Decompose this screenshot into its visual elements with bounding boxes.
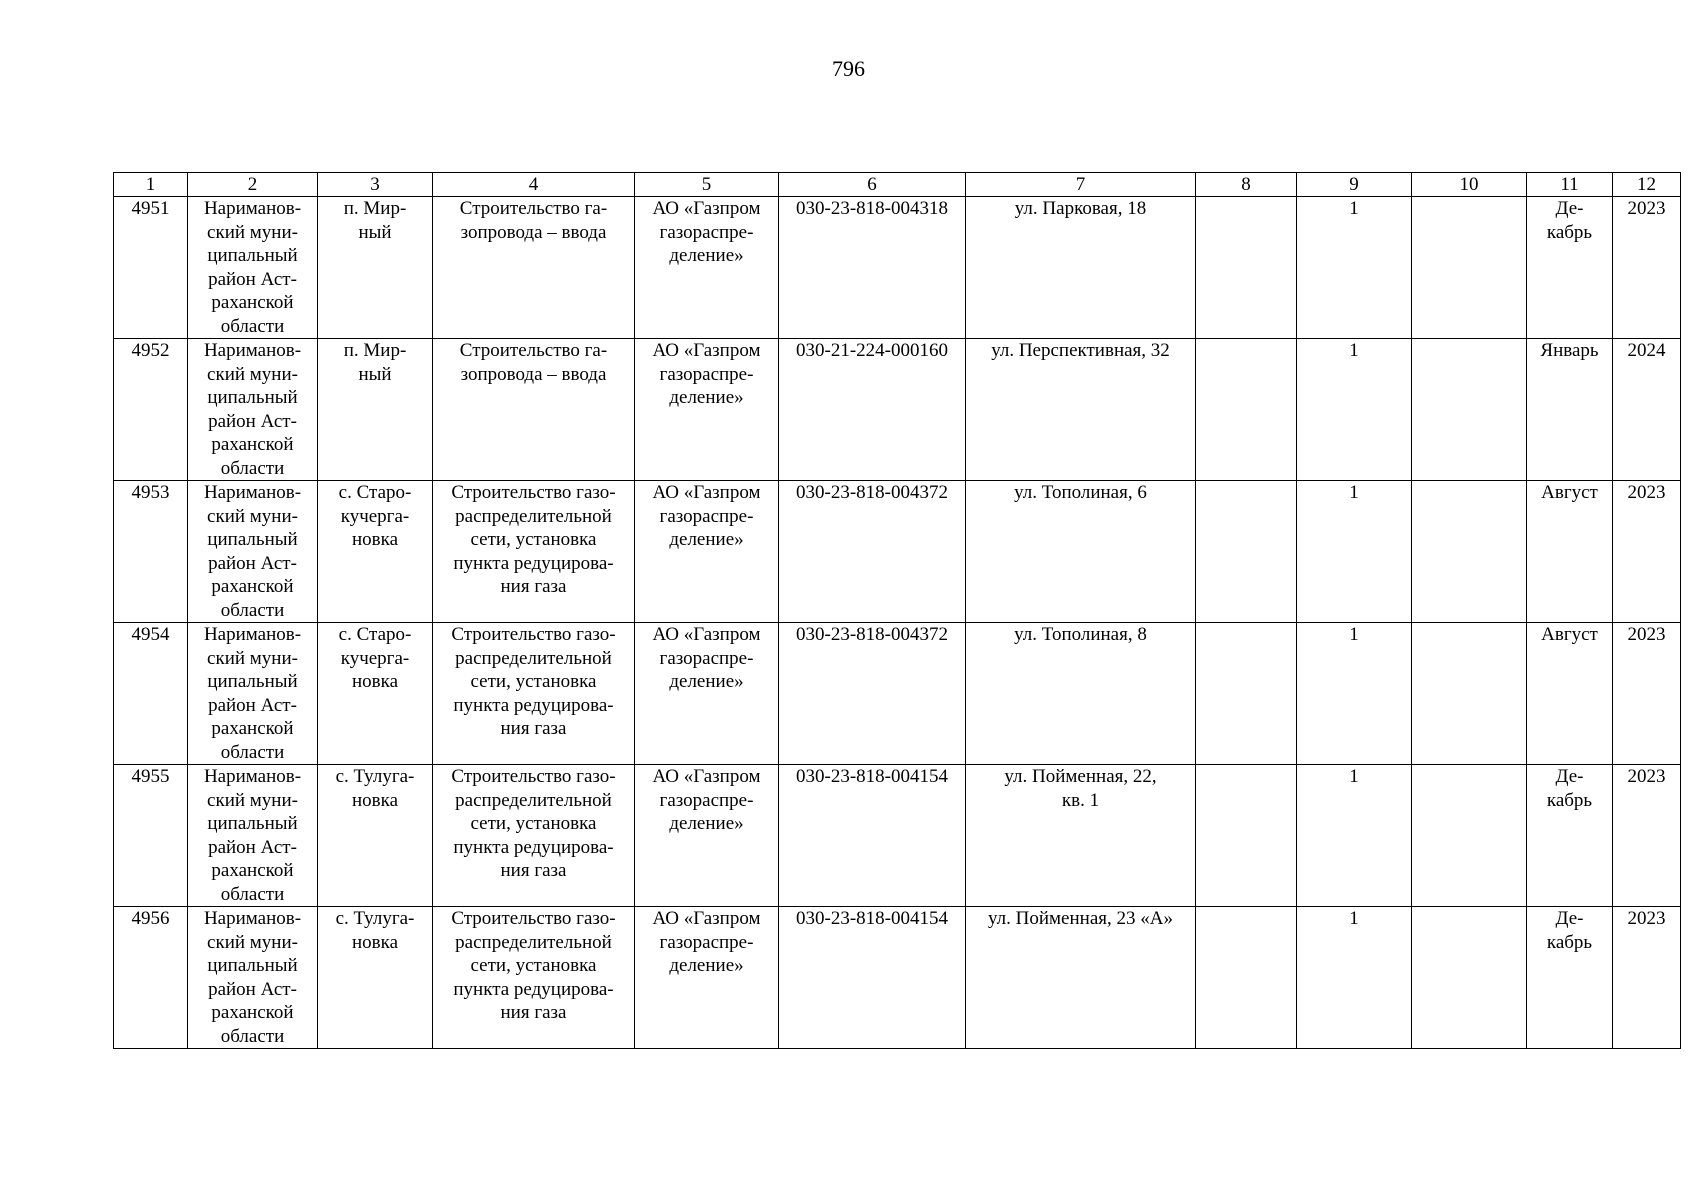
column-10-cell — [1412, 623, 1527, 765]
month-cell: Де- кабрь — [1527, 907, 1613, 1049]
work-type-cell: Строительство га- зопровода – ввода — [433, 197, 635, 339]
column-number-header-row — [114, 173, 1681, 197]
column-header: 1 — [114, 173, 188, 197]
quantity-cell: 1 — [1297, 339, 1412, 481]
quantity-cell: 1 — [1297, 197, 1412, 339]
district-cell: Нариманов- ский муни- ципальный район Аст- раханской области — [188, 197, 318, 339]
column-header: 8 — [1196, 173, 1297, 197]
application-number-cell: 030-23-818-004372 — [779, 481, 966, 623]
column-8-cell — [1196, 765, 1297, 907]
organization-cell: АО «Газпром газораспре- деление» — [635, 339, 779, 481]
district-cell: Нариманов- ский муни- ципальный район Аст- раханской области — [188, 907, 318, 1049]
column-10-cell — [1412, 339, 1527, 481]
year-cell: 2023 — [1613, 197, 1681, 339]
column-10-cell — [1412, 481, 1527, 623]
district-cell: Нариманов- ский муни- ципальный район Аст- раханской области — [188, 339, 318, 481]
table-row — [114, 197, 1681, 339]
column-10-cell — [1412, 765, 1527, 907]
quantity-cell: 1 — [1297, 623, 1412, 765]
settlement-cell: с. Тулуга- новка — [318, 907, 433, 1049]
table-row — [114, 623, 1681, 765]
district-cell: Нариманов- ский муни- ципальный район Аст- раханской области — [188, 623, 318, 765]
application-number-cell: 030-23-818-004372 — [779, 623, 966, 765]
application-number-cell: 030-23-818-004154 — [779, 907, 966, 1049]
month-cell: Де- кабрь — [1527, 197, 1613, 339]
table-row — [114, 907, 1681, 1049]
record-number-cell: 4952 — [114, 339, 188, 481]
work-type-cell: Строительство га- зопровода – ввода — [433, 339, 635, 481]
column-header: 3 — [318, 173, 433, 197]
quantity-cell: 1 — [1297, 907, 1412, 1049]
gas-connection-registry-table — [113, 172, 1681, 1049]
settlement-cell: п. Мир- ный — [318, 339, 433, 481]
record-number-cell: 4956 — [114, 907, 188, 1049]
work-type-cell: Строительство газо- распределительной сети, установка пункта редуцирова- ния газа — [433, 765, 635, 907]
address-cell: ул. Тополиная, 6 — [966, 481, 1196, 623]
work-type-cell: Строительство газо- распределительной сети, установка пункта редуцирова- ния газа — [433, 623, 635, 765]
year-cell: 2024 — [1613, 339, 1681, 481]
column-8-cell — [1196, 197, 1297, 339]
column-header: 11 — [1527, 173, 1613, 197]
application-number-cell: 030-23-818-004318 — [779, 197, 966, 339]
record-number-cell: 4954 — [114, 623, 188, 765]
settlement-cell: с. Старо- кучерга- новка — [318, 481, 433, 623]
column-header: 9 — [1297, 173, 1412, 197]
month-cell: Август — [1527, 623, 1613, 765]
column-header: 10 — [1412, 173, 1527, 197]
work-type-cell: Строительство газо- распределительной сети, установка пункта редуцирова- ния газа — [433, 907, 635, 1049]
table-row — [114, 765, 1681, 907]
table-row — [114, 339, 1681, 481]
address-cell: ул. Перспективная, 32 — [966, 339, 1196, 481]
application-number-cell: 030-23-818-004154 — [779, 765, 966, 907]
record-number-cell: 4951 — [114, 197, 188, 339]
district-cell: Нариманов- ский муни- ципальный район Аст- раханской области — [188, 481, 318, 623]
column-10-cell — [1412, 907, 1527, 1049]
record-number-cell: 4955 — [114, 765, 188, 907]
record-number-cell: 4953 — [114, 481, 188, 623]
column-header: 7 — [966, 173, 1196, 197]
month-cell: Август — [1527, 481, 1613, 623]
address-cell: ул. Пойменная, 22, кв. 1 — [966, 765, 1196, 907]
column-header: 6 — [779, 173, 966, 197]
settlement-cell: с. Тулуга- новка — [318, 765, 433, 907]
organization-cell: АО «Газпром газораспре- деление» — [635, 481, 779, 623]
column-header: 12 — [1613, 173, 1681, 197]
organization-cell: АО «Газпром газораспре- деление» — [635, 765, 779, 907]
month-cell: Де- кабрь — [1527, 765, 1613, 907]
table-row — [114, 481, 1681, 623]
district-cell: Нариманов- ский муни- ципальный район Аст- раханской области — [188, 765, 318, 907]
address-cell: ул. Пойменная, 23 «А» — [966, 907, 1196, 1049]
year-cell: 2023 — [1613, 907, 1681, 1049]
column-8-cell — [1196, 623, 1297, 765]
year-cell: 2023 — [1613, 765, 1681, 907]
column-8-cell — [1196, 339, 1297, 481]
quantity-cell: 1 — [1297, 765, 1412, 907]
year-cell: 2023 — [1613, 623, 1681, 765]
year-cell: 2023 — [1613, 481, 1681, 623]
column-8-cell — [1196, 481, 1297, 623]
column-header: 5 — [635, 173, 779, 197]
column-header: 4 — [433, 173, 635, 197]
month-cell: Январь — [1527, 339, 1613, 481]
page-number: 796 — [832, 56, 865, 81]
address-cell: ул. Парковая, 18 — [966, 197, 1196, 339]
quantity-cell: 1 — [1297, 481, 1412, 623]
work-type-cell: Строительство газо- распределительной сети, установка пункта редуцирова- ния газа — [433, 481, 635, 623]
settlement-cell: с. Старо- кучерга- новка — [318, 623, 433, 765]
application-number-cell: 030-21-224-000160 — [779, 339, 966, 481]
address-cell: ул. Тополиная, 8 — [966, 623, 1196, 765]
column-8-cell — [1196, 907, 1297, 1049]
column-10-cell — [1412, 197, 1527, 339]
column-header: 2 — [188, 173, 318, 197]
settlement-cell: п. Мир- ный — [318, 197, 433, 339]
organization-cell: АО «Газпром газораспре- деление» — [635, 907, 779, 1049]
organization-cell: АО «Газпром газораспре- деление» — [635, 197, 779, 339]
organization-cell: АО «Газпром газораспре- деление» — [635, 623, 779, 765]
